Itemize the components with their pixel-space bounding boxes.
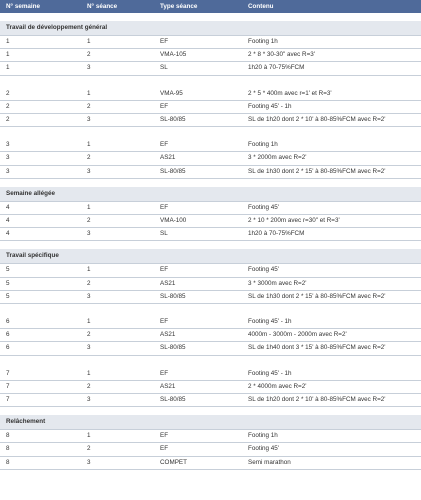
cell-session-type: VMA-105: [154, 49, 242, 62]
cell-week: 4: [0, 228, 81, 241]
cell-week: 8: [0, 430, 81, 443]
cell-session-type: SL-80/85: [154, 165, 242, 178]
cell-session: 2: [81, 277, 154, 290]
cell-week: 7: [0, 394, 81, 407]
cell-session-type: SL: [154, 62, 242, 75]
cell-session: 2: [81, 380, 154, 393]
cell-session-type: SL-80/85: [154, 290, 242, 303]
table-row: [0, 430, 421, 443]
cell-session: 2: [81, 329, 154, 342]
spacer-row: [0, 304, 421, 317]
section-title: Travail spécifique: [0, 249, 421, 264]
cell-content: 2 * 4000m avec R=2': [242, 380, 421, 393]
cell-content: Footing 45' - 1h: [242, 368, 421, 381]
cell-session: 1: [81, 36, 154, 49]
cell-session: 1: [81, 264, 154, 277]
table-row: [0, 152, 421, 165]
cell-week: 5: [0, 290, 81, 303]
cell-session-type: EF: [154, 430, 242, 443]
empty-cell: [0, 127, 421, 140]
cell-week: 2: [0, 88, 81, 101]
cell-session-type: VMA-100: [154, 215, 242, 228]
header-session: N° séance: [81, 0, 154, 13]
cell-session-type: EF: [154, 201, 242, 214]
header-content: Contenu: [242, 0, 421, 13]
cell-session: 3: [81, 290, 154, 303]
table-row: [0, 88, 421, 101]
cell-week: 8: [0, 443, 81, 456]
cell-content: SL de 1h30 dont 2 * 15' à 80-85%FCM avec R=2': [242, 290, 421, 303]
cell-session-type: EF: [154, 139, 242, 152]
cell-session-type: EF: [154, 368, 242, 381]
cell-session-type: EF: [154, 443, 242, 456]
table-row: [0, 215, 421, 228]
section-header-row: [0, 415, 421, 430]
table-row: [0, 264, 421, 277]
table-row: [0, 443, 421, 456]
cell-week: 3: [0, 165, 81, 178]
spacer-row: [0, 127, 421, 140]
cell-content: 3 * 3000m avec R=2': [242, 277, 421, 290]
cell-week: 8: [0, 456, 81, 469]
cell-week: 5: [0, 264, 81, 277]
table-row: [0, 394, 421, 407]
section-header-row: [0, 187, 421, 202]
empty-cell: [0, 241, 421, 250]
cell-session-type: AS21: [154, 152, 242, 165]
cell-week: 6: [0, 342, 81, 355]
cell-session-type: SL: [154, 228, 242, 241]
cell-week: 3: [0, 152, 81, 165]
cell-session-type: VMA-95: [154, 88, 242, 101]
table-row: [0, 329, 421, 342]
cell-week: 4: [0, 215, 81, 228]
table-row: [0, 380, 421, 393]
cell-content: Footing 1h: [242, 430, 421, 443]
empty-cell: [0, 355, 421, 368]
cell-week: 6: [0, 329, 81, 342]
table-body: [0, 13, 421, 469]
cell-session: 3: [81, 165, 154, 178]
cell-session-type: AS21: [154, 380, 242, 393]
table-row: [0, 36, 421, 49]
cell-content: Footing 45' - 1h: [242, 100, 421, 113]
cell-week: 7: [0, 368, 81, 381]
cell-week: 1: [0, 49, 81, 62]
cell-session: 3: [81, 228, 154, 241]
table-row: [0, 139, 421, 152]
cell-content: 2 * 10 * 200m avec r=30" et R=3': [242, 215, 421, 228]
cell-week: 7: [0, 380, 81, 393]
cell-week: 3: [0, 139, 81, 152]
cell-session-type: SL-80/85: [154, 394, 242, 407]
cell-week: 6: [0, 316, 81, 329]
cell-session-type: SL-80/85: [154, 114, 242, 127]
cell-session: 1: [81, 139, 154, 152]
section-header-row: [0, 21, 421, 36]
cell-session: 2: [81, 49, 154, 62]
cell-session-type: EF: [154, 316, 242, 329]
table-row: [0, 114, 421, 127]
cell-session: 3: [81, 456, 154, 469]
cell-session-type: EF: [154, 100, 242, 113]
cell-session-type: SL-80/85: [154, 342, 242, 355]
spacer-row: [0, 355, 421, 368]
table-row: [0, 277, 421, 290]
table-row: [0, 290, 421, 303]
cell-session: 2: [81, 215, 154, 228]
cell-week: 4: [0, 201, 81, 214]
cell-session: 3: [81, 342, 154, 355]
table-row: [0, 316, 421, 329]
cell-session: 2: [81, 100, 154, 113]
cell-week: 2: [0, 100, 81, 113]
empty-cell: [0, 304, 421, 317]
table-row: [0, 228, 421, 241]
table-row: [0, 201, 421, 214]
cell-content: 2 * 5 * 400m avec r=1' et R=3': [242, 88, 421, 101]
separator-row: [0, 178, 421, 187]
table-row: [0, 49, 421, 62]
cell-content: Footing 45': [242, 201, 421, 214]
cell-session-type: COMPET: [154, 456, 242, 469]
separator-row: [0, 13, 421, 21]
cell-session: 3: [81, 394, 154, 407]
table-row: [0, 342, 421, 355]
cell-content: 2 * 8 * 30-30" avec R=3': [242, 49, 421, 62]
cell-session: 1: [81, 88, 154, 101]
header-week: N° semaine: [0, 0, 81, 13]
empty-cell: [0, 75, 421, 88]
cell-content: 4000m - 3000m - 2000m avec R=2': [242, 329, 421, 342]
separator-row: [0, 241, 421, 250]
cell-session: 2: [81, 443, 154, 456]
separator-row: [0, 407, 421, 416]
cell-session-type: EF: [154, 36, 242, 49]
empty-cell: [0, 13, 421, 21]
cell-session: 3: [81, 114, 154, 127]
cell-session: 1: [81, 316, 154, 329]
cell-content: SL de 1h40 dont 3 * 15' à 80-85%FCM avec R=2': [242, 342, 421, 355]
table-row: [0, 100, 421, 113]
cell-session-type: AS21: [154, 277, 242, 290]
cell-content: 1h20 à 70-75%FCM: [242, 62, 421, 75]
cell-content: Footing 1h: [242, 36, 421, 49]
spacer-row: [0, 75, 421, 88]
cell-session-type: AS21: [154, 329, 242, 342]
cell-week: 1: [0, 36, 81, 49]
empty-cell: [0, 407, 421, 416]
section-title: Semaine allégée: [0, 187, 421, 202]
empty-cell: [0, 178, 421, 187]
cell-session: 2: [81, 152, 154, 165]
cell-content: SL de 1h20 dont 2 * 10' à 80-85%FCM avec R=2': [242, 394, 421, 407]
table-row: [0, 165, 421, 178]
cell-content: Semi marathon: [242, 456, 421, 469]
header-session-type: Type séance: [154, 0, 242, 13]
table-header-row: [0, 0, 421, 13]
cell-content: Footing 45': [242, 264, 421, 277]
section-title: Relâchement: [0, 415, 421, 430]
cell-content: SL de 1h30 dont 2 * 15' à 80-85%FCM avec R=2': [242, 165, 421, 178]
cell-week: 2: [0, 114, 81, 127]
table-row: [0, 368, 421, 381]
cell-content: Footing 1h: [242, 139, 421, 152]
cell-session: 1: [81, 430, 154, 443]
table-row: [0, 456, 421, 469]
section-title: Travail de développement général: [0, 21, 421, 36]
cell-content: Footing 45': [242, 443, 421, 456]
cell-week: 5: [0, 277, 81, 290]
section-header-row: [0, 249, 421, 264]
cell-session: 3: [81, 62, 154, 75]
cell-week: 1: [0, 62, 81, 75]
cell-content: SL de 1h20 dont 2 * 10' à 80-85%FCM avec R=2': [242, 114, 421, 127]
table-row: [0, 62, 421, 75]
cell-session: 1: [81, 368, 154, 381]
cell-session: 1: [81, 201, 154, 214]
cell-content: 1h20 à 70-75%FCM: [242, 228, 421, 241]
cell-content: 3 * 2000m avec R=2': [242, 152, 421, 165]
cell-content: Footing 45' - 1h: [242, 316, 421, 329]
cell-session-type: EF: [154, 264, 242, 277]
